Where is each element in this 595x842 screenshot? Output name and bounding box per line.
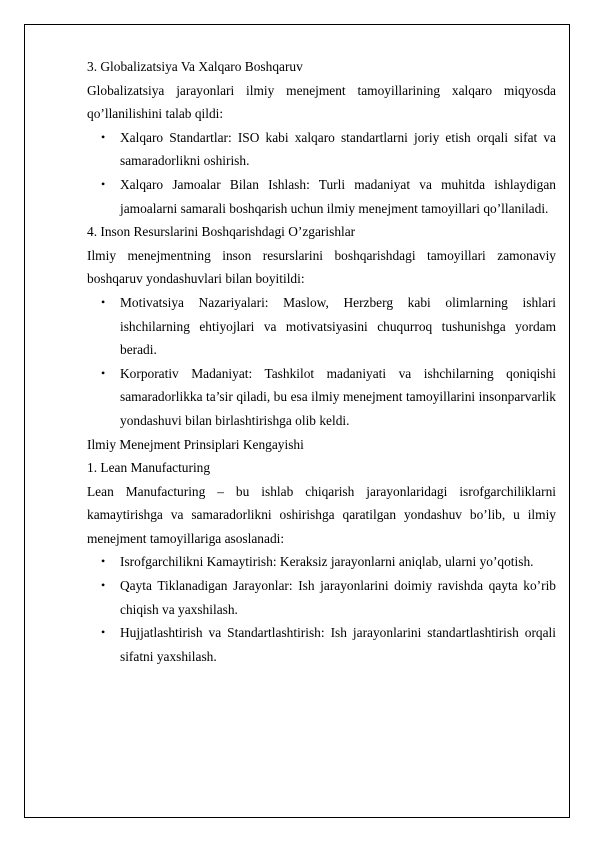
document-body [87,55,556,668]
bullet-list [87,126,556,220]
list-item [87,574,556,621]
list-item [87,126,556,173]
section-intro: Ilmiy menejmentning inson resurslarini boshqarishdagi tamoyillari zamonaviy boshqaruv yondashuvlari bilan boyitildi: [87,247,556,287]
bullet-icon: • [101,554,106,569]
list-item-text: Xalqaro Jamoalar Bilan Ishlash: Turli madaniyat va muhitda ishlaydigan jamoalarni samarali boshqarish uchun ilmiy menejment tamoyillari qo’llaniladi. [120,176,556,216]
chapter-heading: Ilmiy Menejment Prinsiplari Kengayishi [87,436,304,452]
section-heading: 4. Inson Resurslarini Boshqarishdagi O’zgarishlar [87,224,356,240]
section-heading: 1. Lean Manufacturing [87,460,211,476]
list-item-text: Korporativ Madaniyat: Tashkilot madaniyati va ishchilarning qoniqishi samaradorlikka ta’sir qiladi, bu esa ilmiy menejment tamoyillarini insonparvarlik yondashuvi bilan birlashtirishga olib keldi. [120,365,556,428]
bullet-list [87,550,556,668]
bullet-icon: • [101,129,106,144]
bullet-icon: • [101,365,106,380]
list-item [87,550,556,574]
list-item-text: Qayta Tiklanadigan Jarayonlar: Ish jarayonlarini doimiy ravishda qayta ko’rib chiqish va yaxshilash. [120,578,556,617]
bullet-icon: • [101,294,106,309]
section-heading: 3. Globalizatsiya Va Xalqaro Boshqaruv [87,59,303,74]
section-intro: Lean Manufacturing – bu ishlab chiqarish jarayonlaridagi isrofgarchiliklarni kamaytirishga va samaradorlikni oshirishga qaratilgan yondashuv bo’lib, u ilmiy menejment tamoyillariga asoslanadi: [87,483,556,546]
bullet-icon: • [101,578,106,593]
list-item-text: Hujjatlashtirish va Standartlashtirish: Ish jarayonlarini standartlashtirish orqali sifatni yaxshilash. [120,625,556,664]
list-item [87,362,556,433]
section-intro: Globalizatsiya jarayonlari ilmiy menejment tamoyillarining xalqaro miqyosda qo’llanilishini talab qildi: [87,82,556,122]
bullet-list [87,291,556,433]
list-item-text: Xalqaro Standartlar: ISO kabi xalqaro standartlarni joriy etish orqali sifat va samaradorlikni oshirish. [120,129,556,169]
bullet-icon: • [101,176,106,191]
list-item-text: Motivatsiya Nazariyalari: Maslow, Herzberg kabi olimlarning ishlari ishchilarning ehtiyojlari va motivatsiyasini chuqurroq tushunishga yordam beradi. [120,294,556,358]
list-item [87,291,556,362]
list-item-text: Isrofgarchilikni Kamaytirish: Keraksiz jarayonlarni aniqlab, ularni yo’qotish. [120,554,534,570]
list-item [87,173,556,220]
list-item [87,621,556,668]
bullet-icon: • [101,625,106,640]
